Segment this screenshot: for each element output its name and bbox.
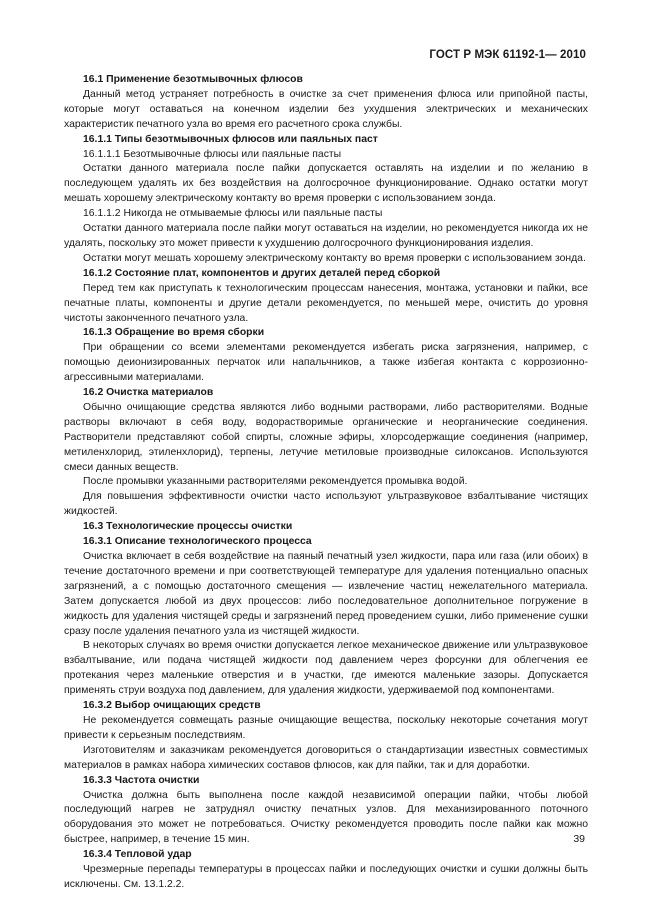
body-paragraph: Обычно очищающие средства являются либо водными растворами, либо растворителями. Водные растворы включают в себя воду, водорастворимые органические и неорганические соединения. Растворители представляют собой спирты, сложные эфиры, хлорсодержащие соединения (например, метиленхлорид, этиленхлорид), терпены, летучие метиловые производные силоксанов. Используются смеси данных веществ. <box>64 401 588 473</box>
section-heading: 16.3.1 Описание технологического процесса <box>83 536 312 548</box>
body-paragraph: Перед тем как приступать к технологическим процессам нанесения, монтажа, установки и пайки, все печатные платы, компоненты и другие детали рекомендуется, по меньшей мере, очистить до уровня чистоты законченного печатного узла. <box>64 282 588 324</box>
body-paragraph: Чрезмерные перепады температуры в процессах пайки и последующих очистки и сушки должны быть исключены. См. 13.1.2.2. <box>64 864 588 890</box>
section-heading: 16.3 Технологические процессы очистки <box>83 521 293 533</box>
body-paragraph: Не рекомендуется совмещать разные очищающие вещества, поскольку некоторые сочетания могут привести к серьезным последствиям. <box>64 714 588 741</box>
body-paragraph: Изготовителям и заказчикам рекомендуется договориться о стандартизации известных совместимых материалов в рамках набора химических составов флюсов, как для пайки, так и для доработки. <box>64 744 588 771</box>
body-paragraph: После промывки указанными растворителями рекомендуется промывка водой. <box>83 476 468 488</box>
section-heading: 16.1.2 Состояние плат, компонентов и других деталей перед сборкой <box>83 267 441 279</box>
section-heading: 16.1 Применение безотмывочных флюсов <box>83 74 303 85</box>
body-paragraph: Очистка должна быть выполнена после каждой независимой операции пайки, чтобы любой последующий нагрев не затруднял очистку печатных узлов. Для механизированного поточного оборудования это может не потребоваться. Очистку рекомендуется проводить после пайки как можно быстрее, например, в течение 15 мин. <box>64 789 588 846</box>
subsection-title: 16.1.1.1 Безотмывочные флюсы или паяльные пасты <box>83 148 342 160</box>
section-heading: 16.2 Очистка материалов <box>83 387 214 399</box>
section-heading: 16.3.2 Выбор очищающих средств <box>83 700 261 712</box>
subsection-title: 16.1.1.2 Никогда не отмываемые флюсы или паяльные пасты <box>83 208 383 220</box>
body-paragraph: В некоторых случаях во время очистки допускается легкое механическое движение или ультразвуковое взбалтывание, или подача чистящей жидкости под давлением через форсунки для облегчения ее протекания через маленькие отверстия и в участки, где имеются маленькие зазоры. Допускается применять струи воздуха под давлением, для удаления жидкости, удерживаемой под компонентами. <box>64 640 588 697</box>
body-paragraph: При обращении со всеми элементами рекомендуется избегать риска загрязнения, например, с помощью деионизированных перчаток или напальчников, а также избегая контакта с коррозионно-агрессивными материалами. <box>64 342 588 384</box>
body-paragraph: Остатки данного материала после пайки допускается оставлять на изделии и по желанию в последующем удалять их без воздействия на долгосрочное функционирование. Однако остатки могут мешать хорошему электрическому контакту во время проверки с использованием зонда. <box>64 163 588 205</box>
body-paragraph: Очистка включает в себя воздействие на паяный печатный узел жидкости, пара или газа (или обоих) в течение достаточного времени и при соответствующей температуре для удаления потенциально опасных загрязнений, а с помощью достаточного смещения — извлечение частиц нежелательного материала. Затем допускается любой из двух процессов: либо последовательное дополнительное погружение в жидкость для удаления чистящей среды и загрязнений перед проведением сушки, либо применение сушки сразу после удаления печатного узла из чистящей жидкости. <box>64 551 588 637</box>
section-heading: 16.3.4 Тепловой удар <box>83 849 192 861</box>
document-body <box>64 73 588 893</box>
standard-header: ГОСТ Р МЭК 61192-1— 2010 <box>429 49 586 61</box>
section-heading: 16.1.3 Обращение во время сборки <box>83 327 265 339</box>
page-number: 39 <box>573 833 585 845</box>
section-heading: 16.3.3 Частота очистки <box>83 774 200 786</box>
body-paragraph: Данный метод устраняет потребность в очистке за счет применения флюса или припойной пасты, которые могут оставаться на конечном изделии без ухудшения электрических и механических характеристик печатного узла во время его расчетного срока службы. <box>64 88 588 130</box>
body-paragraph: Для повышения эффективности очистки часто используют ультразвуковое взбалтывание чистящих жидкостей. <box>64 491 588 518</box>
body-paragraph: Остатки могут мешать хорошему электрическому контакту во время проверки с использованием зонда. <box>83 252 586 264</box>
section-heading: 16.1.1 Типы безотмывочных флюсов или паяльных паст <box>83 133 378 145</box>
body-paragraph: Остатки данного материала после пайки могут оставаться на изделии, но рекомендуется никогда их не удалять, поскольку это может привести к ухудшению долгосрочного функционирования изделия. <box>64 223 588 249</box>
